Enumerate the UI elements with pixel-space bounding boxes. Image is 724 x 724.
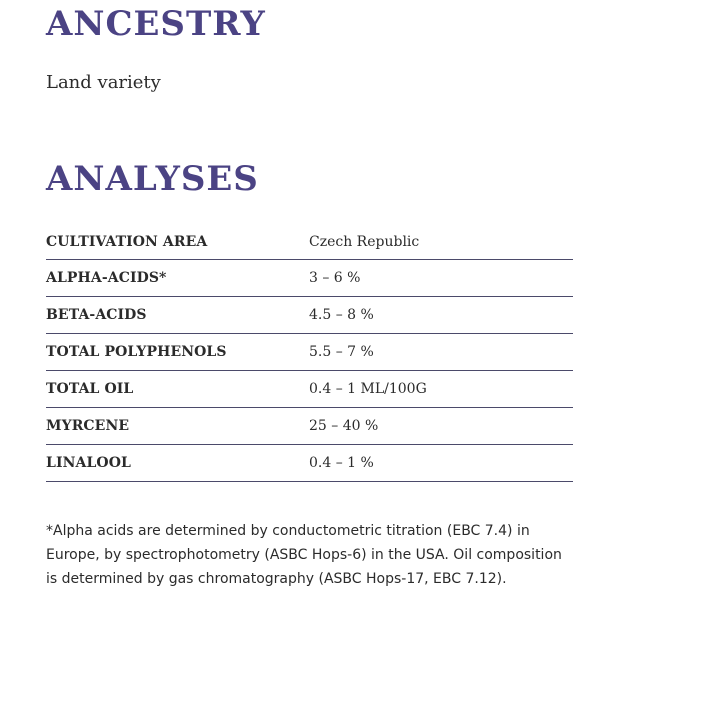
ancestry-heading: ANCESTRY [46,4,266,44]
row-value: 25 – 40 % [309,418,379,434]
table-row [46,371,573,408]
row-value: 3 – 6 % [309,270,361,286]
table-row [46,334,573,371]
row-label: BETA-ACIDS [46,307,147,323]
row-label: TOTAL POLYPHENOLS [46,344,227,360]
row-label: TOTAL OIL [46,381,134,397]
row-label: LINALOOL [46,455,131,471]
analyses-heading: ANALYSES [46,159,259,199]
row-value: 0.4 – 1 % [309,455,374,471]
table-row [46,260,573,297]
row-value: 0.4 – 1 ML/100G [309,381,427,397]
row-label: MYRCENE [46,418,130,434]
row-value: Czech Republic [309,234,420,250]
table-row [46,224,573,260]
analyses-table [46,224,573,482]
table-row [46,408,573,445]
row-value: 5.5 – 7 % [309,344,374,360]
table-row [46,297,573,334]
row-label: ALPHA-ACIDS* [46,270,167,286]
table-row [46,445,573,482]
row-value: 4.5 – 8 % [309,307,374,323]
ancestry-text: Land variety [46,72,161,93]
row-label: CULTIVATION AREA [46,234,208,250]
analysis-footnote: *Alpha acids are determined by conductometric titration (EBC 7.4) in Europe, by spectrophotometry (ASBC Hops-6) in the USA. Oil composition is determined by gas chromatography (ASBC Hops-17, EBC 7.12). [46,523,562,587]
